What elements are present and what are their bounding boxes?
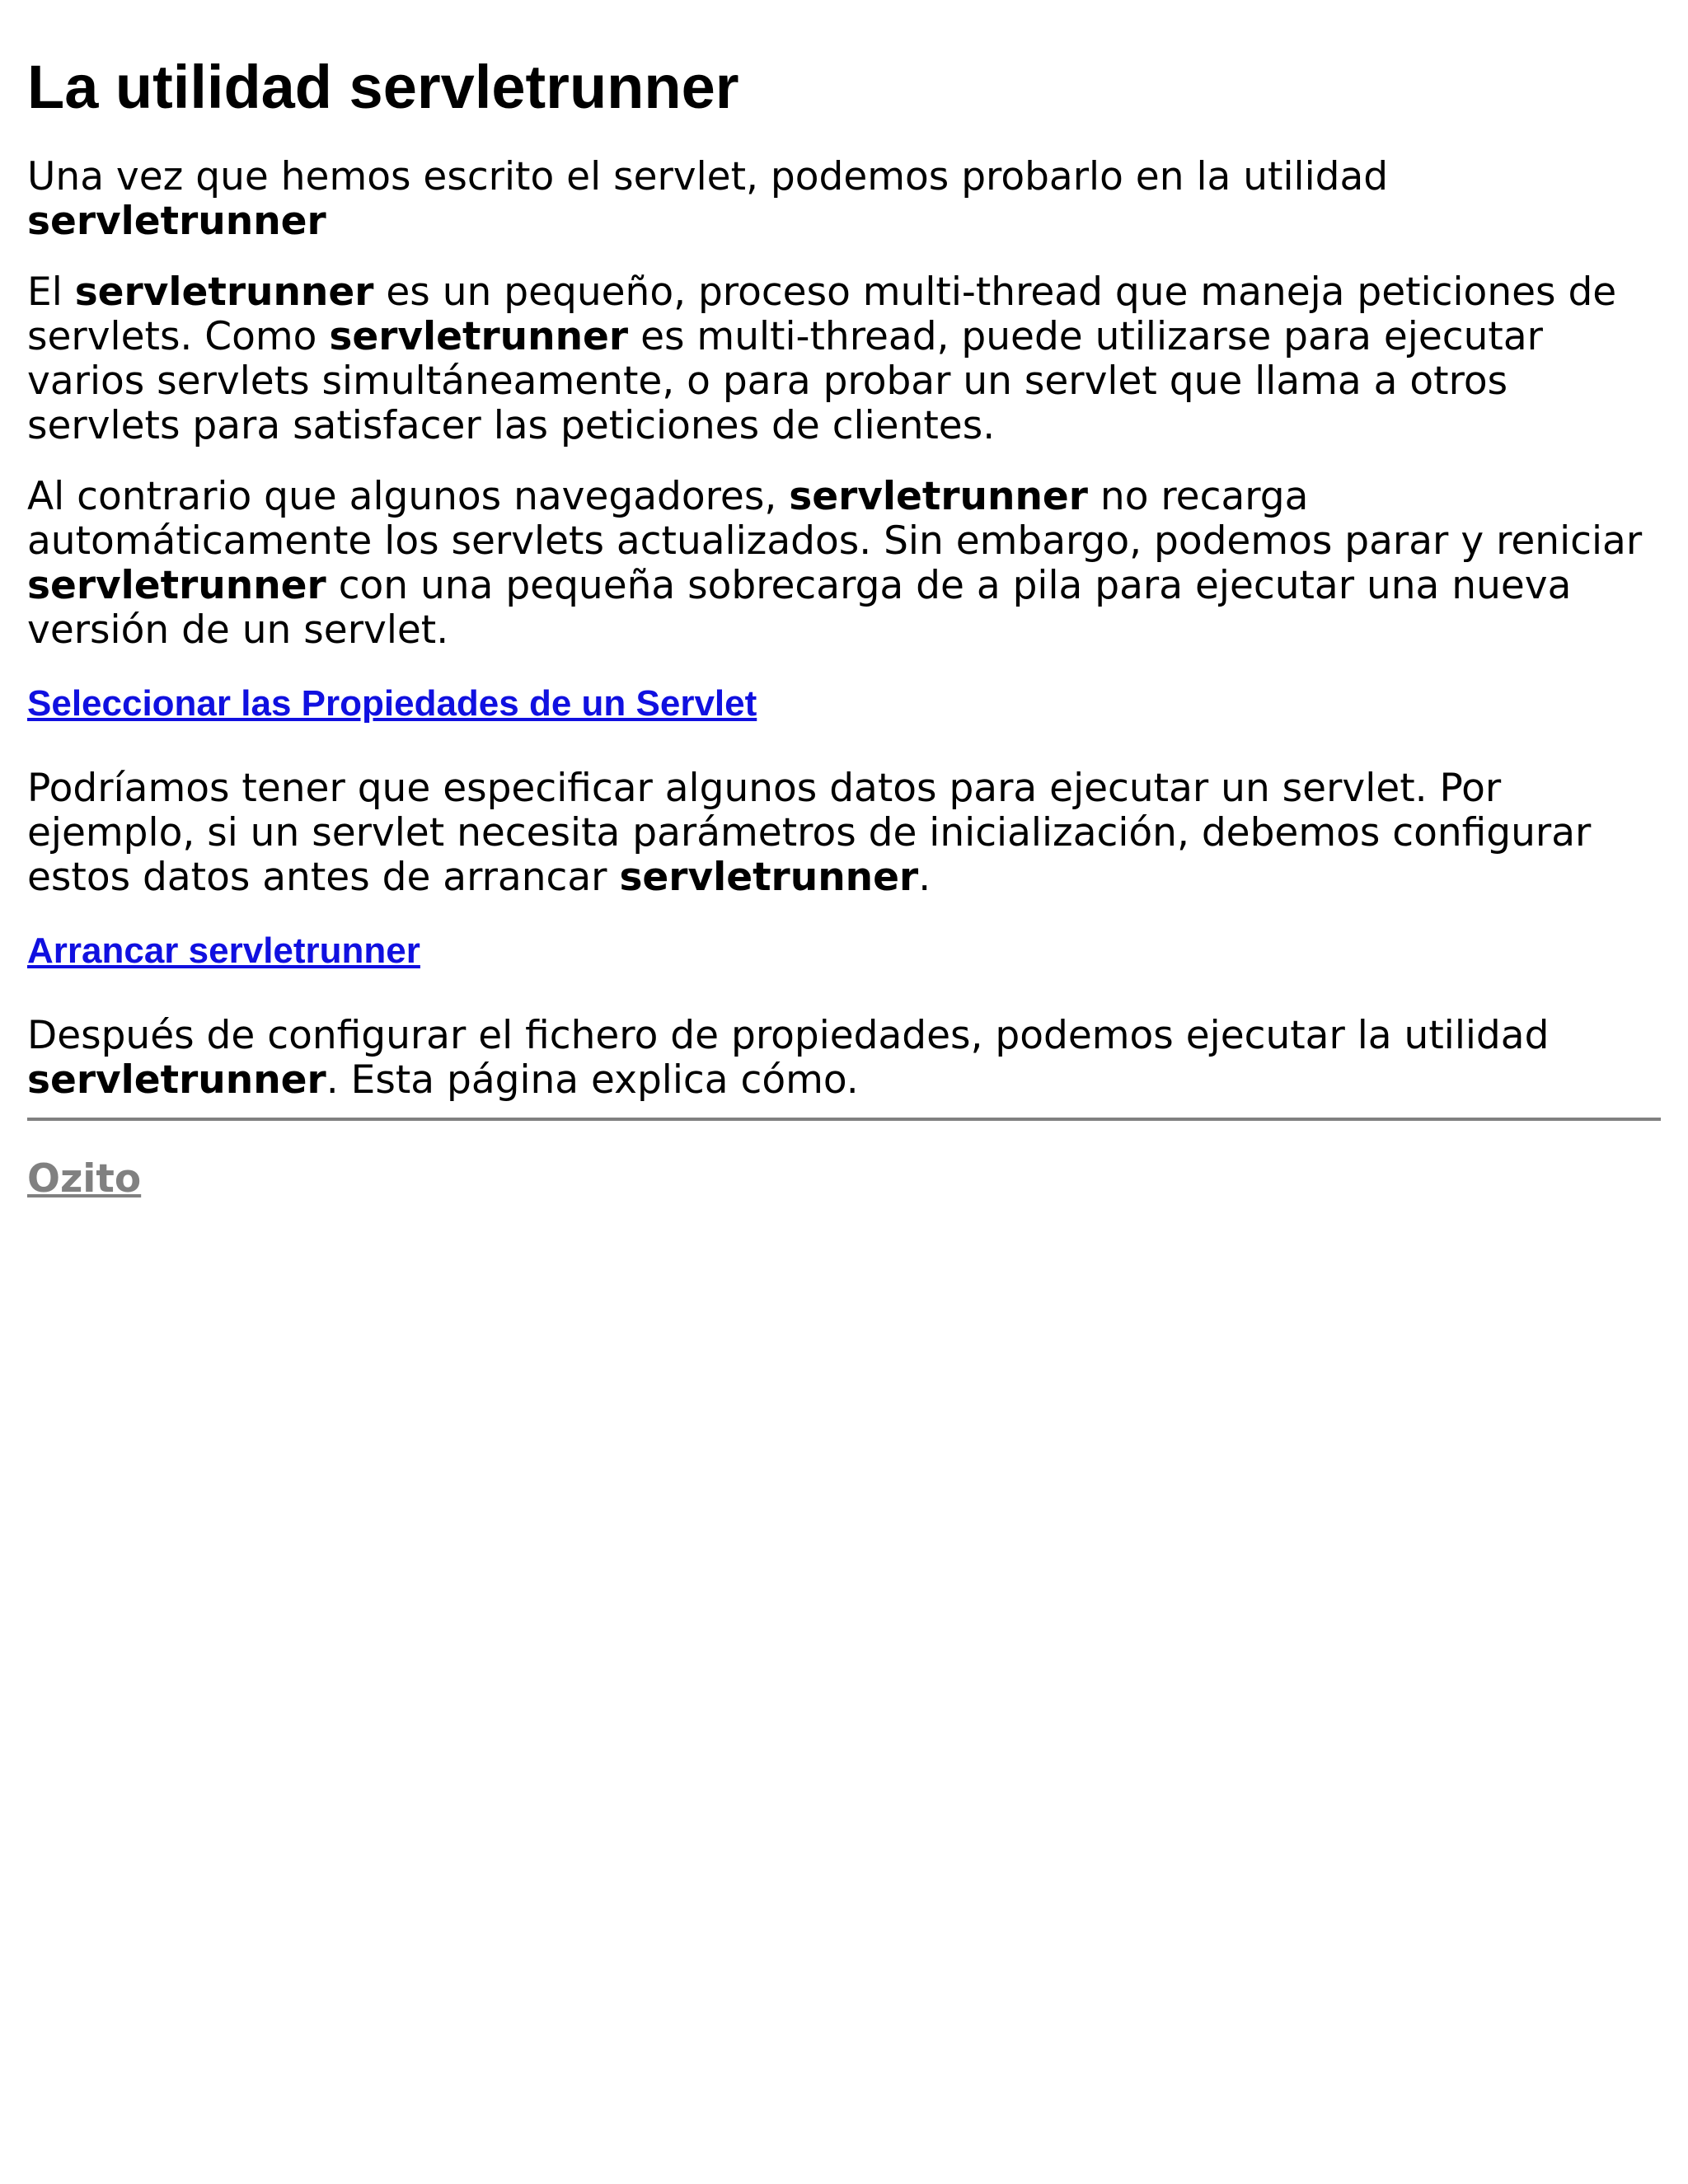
- start-bold-1: servletrunner: [27, 1057, 326, 1103]
- intro-paragraph: [27, 155, 1661, 244]
- link-seleccionar-propiedades[interactable]: Seleccionar las Propiedades de un Servlet: [27, 683, 757, 724]
- start-text-1: Después de configurar el fichero de propiedades, podemos ejecutar la utilidad: [27, 1013, 1550, 1058]
- desc-text-1: El: [27, 269, 75, 315]
- reload-text-2: no recarga automáticamente los servlets actualizados. Sin embargo, podemos parar y reniciar: [27, 474, 1643, 564]
- desc-bold-2: servletrunner: [329, 314, 629, 359]
- reload-bold-2: servletrunner: [27, 563, 326, 608]
- horizontal-divider: [27, 1118, 1661, 1121]
- desc-text-2: es un pequeño, proceso multi-thread que maneja peticiones de servlets. Como: [27, 269, 1617, 359]
- page-title: La utilidad servletrunner: [27, 53, 739, 121]
- section-heading-properties: [27, 682, 1661, 725]
- start-paragraph: [27, 1014, 1661, 1103]
- section-heading-start: [27, 930, 1661, 972]
- properties-text-1: Podríamos tener que especificar algunos datos para ejecutar un servlet. Por ejemplo, si un servlet necesita parámetros de inicialización, debemos configurar estos datos antes de arrancar: [27, 766, 1592, 900]
- page-content: [27, 0, 1661, 1202]
- properties-bold-1: servletrunner: [619, 855, 919, 900]
- desc-bold-1: servletrunner: [74, 269, 374, 315]
- reload-bold-1: servletrunner: [789, 474, 1088, 519]
- properties-text-2: .: [918, 855, 931, 900]
- reload-text-1: Al contrario que algunos navegadores,: [27, 474, 790, 519]
- intro-text: Una vez que hemos escrito el servlet, podemos probarlo en la utilidad: [27, 154, 1389, 199]
- footer-link-ozito[interactable]: Ozito: [27, 1156, 142, 1202]
- desc-text-3: es multi-thread, puede utilizarse para ejecutar varios servlets simultáneamente, o para probar un servlet que llama a otros servlets para satisfacer las peticiones de clientes.: [27, 314, 1543, 448]
- reload-paragraph: [27, 475, 1661, 653]
- reload-text-3: con una pequeña sobrecarga de a pila para ejecutar una nueva versión de un servlet.: [27, 563, 1572, 653]
- properties-paragraph: [27, 766, 1661, 900]
- start-text-2: . Esta página explica cómo.: [326, 1057, 859, 1103]
- link-arrancar-servletrunner[interactable]: Arrancar servletrunner: [27, 930, 420, 971]
- intro-bold-term: servletrunner: [27, 199, 326, 244]
- description-paragraph: [27, 270, 1661, 448]
